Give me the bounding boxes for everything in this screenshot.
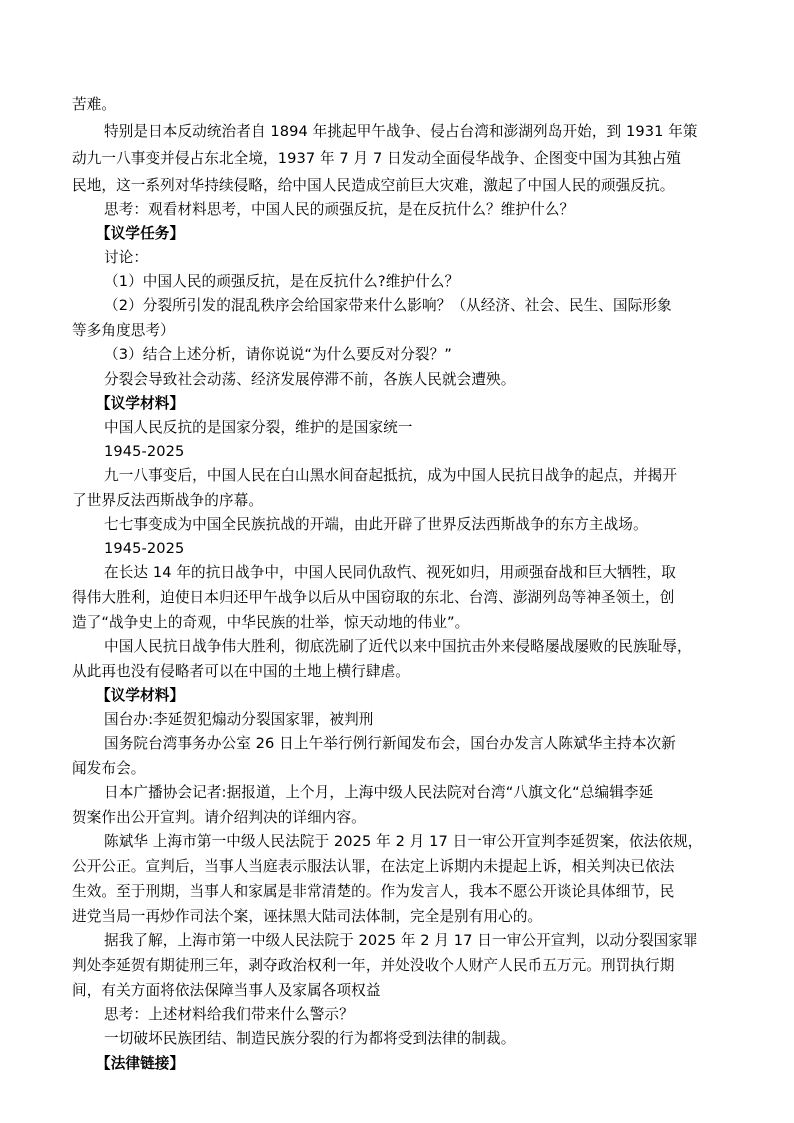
text-line: 判处李延贺有期徒刑三年，剥夺政治权利一年，并处没收个人财产人民币五万元。刑罚执行期 xyxy=(72,957,675,974)
text-line: 分裂会导致社会动荡、经济发展停滞不前，各族人民就会遭殃。 xyxy=(104,371,516,388)
text-line: 闻发布会。 xyxy=(72,760,146,777)
text-line: 苦难。 xyxy=(72,96,117,113)
text-line: 动九一八事变并侵占东北全境，1937 年 7 月 7 日发动全面侵华战争、企图变中国为其独占殖 xyxy=(72,150,681,167)
text-line: 得伟大胜利，迫使日本归还甲午战争以后从中国窃取的东北、台湾、澎湖列岛等神圣领土，创 xyxy=(72,589,675,606)
text-line: （2）分裂所引发的混乱秩序会给国家带来什么影响？（从经济、社会、民生、国际形象 xyxy=(104,297,672,314)
text-line: 公开公正。宣判后，当事人当庭表示服法认罪，在法定上诉期内未提起上诉，相关判决已依法 xyxy=(72,858,675,875)
text-line: 一切破坏民族团结、制造民族分裂的行为都将受到法律的制裁。 xyxy=(104,1030,516,1047)
text-line: 九一八事变后，中国人民在白山黑水间奋起抵抗，成为中国人民抗日战争的起点，并揭开 xyxy=(104,467,678,484)
section-heading: 【议学材料】 xyxy=(96,687,185,704)
text-line: 据我了解，上海市第一中级人民法院于 2025 年 2 月 17 日一审公开宣判，以动分裂国家罪 xyxy=(104,932,698,949)
text-line: 生效。至于刑期，当事人和家属是非常清楚的。作为发言人，我本不愿公开谈论具体细节，民 xyxy=(72,883,675,900)
text-line: 中国人民抗日战争伟大胜利，彻底洗刷了近代以来中国抗击外来侵略屡战屡败的民族耻辱， xyxy=(104,638,692,655)
text-line: 陈斌华 上海市第一中级人民法院于 2025 年 2 月 17 日一审公开宣判李延贺案，依法依规， xyxy=(104,833,703,850)
section-heading: 【法律链接】 xyxy=(96,1055,185,1072)
text-line: 1945-2025 xyxy=(104,443,185,460)
text-line: 从此再也没有侵略者可以在中国的土地上横行肆虐。 xyxy=(72,663,410,680)
text-line: 了世界反法西斯战争的序幕。 xyxy=(72,492,264,509)
text-line: 1945-2025 xyxy=(104,540,185,557)
text-line: 在长达 14 年的抗日战争中，中国人民同仇敌忾、视死如归，用顽强奋战和巨大牺牲，取 xyxy=(104,564,676,581)
section-heading: 【议学材料】 xyxy=(96,395,185,412)
text-line: 贺案作出公开宣判。请介绍判决的详细内容。 xyxy=(72,809,366,826)
text-line: 特别是日本反动统治者自 1894 年挑起甲午战争、侵占台湾和澎湖列岛开始，到 1931 年策 xyxy=(104,123,698,140)
section-heading: 【议学任务】 xyxy=(96,225,185,242)
text-line: 进党当局一再炒作司法个案，诬抹黑大陆司法体制，完全是别有用心的。 xyxy=(72,908,543,925)
text-line: 等多角度思考） xyxy=(72,322,175,339)
text-line: 国务院台湾事务办公室 26 日上午举行例行新闻发布会，国台办发言人陈斌华主持本次新 xyxy=(104,735,676,752)
text-line: 讨论： xyxy=(104,249,149,266)
text-line: 思考：上述材料给我们带来什么警示？ xyxy=(104,1006,354,1023)
text-line: 中国人民反抗的是国家分裂，维护的是国家统一 xyxy=(104,419,413,436)
text-line: 七七事变成为中国全民族抗战的开端，由此开辟了世界反法西斯战争的东方主战场。 xyxy=(104,516,648,533)
text-line: 日本广播协会记者:据报道，上个月，上海中级人民法院对台湾“八旗文化“总编辑李延 xyxy=(104,784,654,801)
text-line: 国台办:李延贺犯煽动分裂国家罪，被判刑 xyxy=(104,711,374,728)
text-line: 思考：观看材料思考，中国人民的顽强反抗，是在反抗什么？维护什么？ xyxy=(104,201,575,218)
text-line: （1）中国人民的顽强反抗，是在反抗什么?维护什么？ xyxy=(104,273,460,290)
text-line: 间，有关方面将依法保障当事人及家属各项权益 xyxy=(72,982,381,999)
text-line: 民地，这一系列对华持续侵略，给中国人民造成空前巨大灾难，激起了中国人民的顽强反抗。 xyxy=(72,177,675,194)
text-line: （3）结合上述分析，请你说说“为什么要反对分裂？” xyxy=(104,346,452,363)
text-line: 造了“战争史上的奇观，中华民族的壮举，惊天动地的伟业”。 xyxy=(72,614,470,631)
